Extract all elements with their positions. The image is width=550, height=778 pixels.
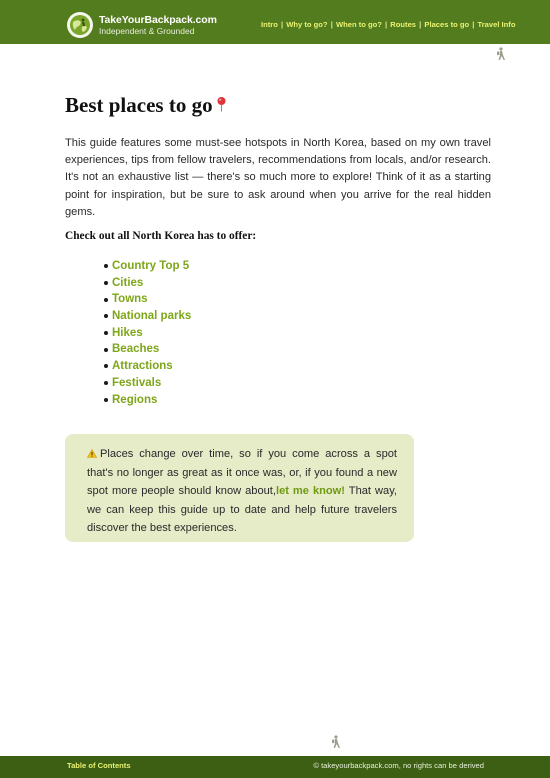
hiker-icon xyxy=(495,47,507,66)
bullet xyxy=(104,348,108,352)
table-of-contents-link[interactable]: Table of Contents xyxy=(67,761,131,770)
page-title xyxy=(65,93,227,118)
globe-logo-icon xyxy=(67,12,93,38)
nav-when-to-go[interactable]: When to go? xyxy=(335,20,382,29)
list-item xyxy=(104,341,191,358)
copyright-text: © takeyourbackpack.com, no rights can be derived xyxy=(313,761,484,770)
list-item xyxy=(104,308,191,325)
link-cities[interactable]: Cities xyxy=(112,276,144,289)
bullet xyxy=(104,314,108,318)
bullet xyxy=(104,381,108,385)
link-attractions[interactable]: Attractions xyxy=(112,360,173,373)
bullet xyxy=(104,331,108,335)
link-beaches[interactable]: Beaches xyxy=(112,343,160,356)
list-item xyxy=(104,375,191,392)
list-item xyxy=(104,291,191,308)
link-towns[interactable]: Towns xyxy=(112,293,148,306)
bullet xyxy=(104,364,108,368)
bullet xyxy=(104,398,108,402)
link-regions[interactable]: Regions xyxy=(112,393,158,406)
places-link-list xyxy=(104,258,191,408)
brand-tagline: Independent & Grounded xyxy=(99,26,195,36)
nav-routes[interactable]: Routes xyxy=(390,20,417,29)
hiker-icon xyxy=(330,735,342,754)
page-header xyxy=(0,0,550,44)
nav-places-to-go[interactable]: Places to go xyxy=(424,20,470,29)
brand-name: TakeYourBackpack.com xyxy=(99,13,217,26)
bullet xyxy=(104,281,108,285)
let-me-know-link[interactable]: let me know! xyxy=(275,485,346,498)
list-item xyxy=(104,358,191,375)
top-navigation: Intro | Why to go? | When to go? | Routes | Places to go | Travel Info xyxy=(261,20,516,29)
bullet xyxy=(104,264,108,268)
nav-why-to-go[interactable]: Why to go? xyxy=(286,20,328,29)
brand-logo[interactable] xyxy=(67,12,217,38)
link-country-top-5[interactable]: Country Top 5 xyxy=(112,260,190,272)
tip-text-before: Places change over time, so if you come across a spot that's no longer as great as it once was, or, if you found a new spot more people should know about, xyxy=(87,448,397,498)
list-item xyxy=(104,392,191,409)
pin-icon xyxy=(216,93,227,118)
warning-icon xyxy=(87,446,97,464)
page-footer xyxy=(0,756,550,778)
page-title-text: Best places to go xyxy=(65,93,213,117)
list-item xyxy=(104,258,191,275)
link-hikes[interactable]: Hikes xyxy=(112,326,143,339)
nav-intro[interactable]: Intro xyxy=(261,20,278,29)
bullet xyxy=(104,298,108,302)
nav-travel-info[interactable]: Travel Info xyxy=(477,20,516,29)
tip-text-after: That way, we can keep this guide up to date and help future travelers discover the best experiences. xyxy=(87,485,397,534)
list-item xyxy=(104,325,191,342)
tip-box xyxy=(65,434,414,542)
link-festivals[interactable]: Festivals xyxy=(112,376,162,389)
tip-text xyxy=(87,445,397,537)
check-out-heading: Check out all North Korea has to offer: xyxy=(65,230,257,242)
link-national-parks[interactable]: National parks xyxy=(112,310,192,323)
list-item xyxy=(104,275,191,292)
intro-paragraph: This guide features some must-see hotspots in North Korea, based on my own travel experiences, tips from fellow travelers, recommendations from locals, and/or research. It's not an exhaustive list — there's so much more to explore! Think of it as a starting point for inspiration, but be sure to ask around when you arrive for the real hidden gems. xyxy=(65,137,491,218)
